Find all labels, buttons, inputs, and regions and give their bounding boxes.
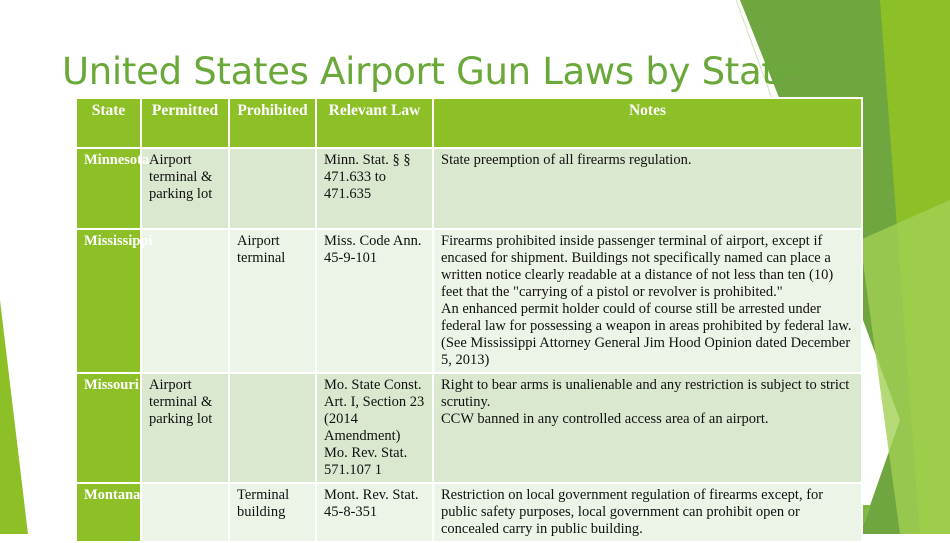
law-cell (316, 373, 433, 483)
prohibited-cell: Terminal building (229, 483, 316, 542)
left-green-shape (0, 300, 28, 534)
table-row (76, 148, 862, 229)
gun-laws-table (75, 97, 863, 543)
table-header-row (76, 98, 862, 148)
state-cell: Montana (76, 483, 141, 542)
notes-line: Firearms prohibited inside passenger terminal of airport, except if encased for shipment. Buildings not specifically named can place a written notice clearly readable at a distance of not less than ten (10) feet that the "carrying of a pistol or revolver is prohibited." (441, 233, 834, 300)
permitted-cell: Airport terminal & parking lot (141, 148, 229, 229)
header-state: State (76, 98, 141, 148)
notes-line: Right to bear arms is unalienable and any restriction is subject to strict scrutiny. (441, 377, 850, 410)
notes-line: CCW banned in any controlled access area of an airport. (441, 411, 769, 427)
state-cell: Missouri (76, 373, 141, 483)
permitted-cell (141, 229, 229, 373)
notes-cell (433, 373, 862, 483)
notes-cell (433, 229, 862, 373)
table-row (76, 483, 862, 542)
notes-line: An enhanced permit holder could of course still be arrested under federal law for possessing a weapon in areas prohibited by federal law. (See Mississippi Attorney General Jim Hood Opinion dated December 5, 2013) (441, 301, 852, 368)
prohibited-cell: Airport terminal (229, 229, 316, 373)
law-line: Mo. Rev. Stat. 571.107 1 (324, 445, 408, 478)
table-row (76, 373, 862, 483)
slide-title: United States Airport Gun Laws by State (62, 50, 799, 93)
permitted-cell: Airport terminal & parking lot (141, 373, 229, 483)
law-cell: Mont. Rev. Stat. 45-8-351 (316, 483, 433, 542)
header-notes: Notes (433, 98, 862, 148)
law-cell: Miss. Code Ann. 45-9-101 (316, 229, 433, 373)
table-row (76, 229, 862, 373)
header-permitted: Permitted (141, 98, 229, 148)
notes-cell: State preemption of all firearms regulation. (433, 148, 862, 229)
state-cell: Mississippi (76, 229, 141, 373)
prohibited-cell (229, 148, 316, 229)
law-line: Mo. State Const. Art. I, Section 23 (2014 Amendment) (324, 377, 425, 444)
notes-cell: Restriction on local government regulation of firearms except, for public safety purposes, local government can prohibit open or concealed carry in public building. (433, 483, 862, 542)
header-relevant-law: Relevant Law (316, 98, 433, 148)
permitted-cell (141, 483, 229, 542)
state-cell: Minnesota (76, 148, 141, 229)
law-cell: Minn. Stat. § § 471.633 to 471.635 (316, 148, 433, 229)
right-light-shape (860, 200, 950, 534)
header-prohibited: Prohibited (229, 98, 316, 148)
prohibited-cell (229, 373, 316, 483)
